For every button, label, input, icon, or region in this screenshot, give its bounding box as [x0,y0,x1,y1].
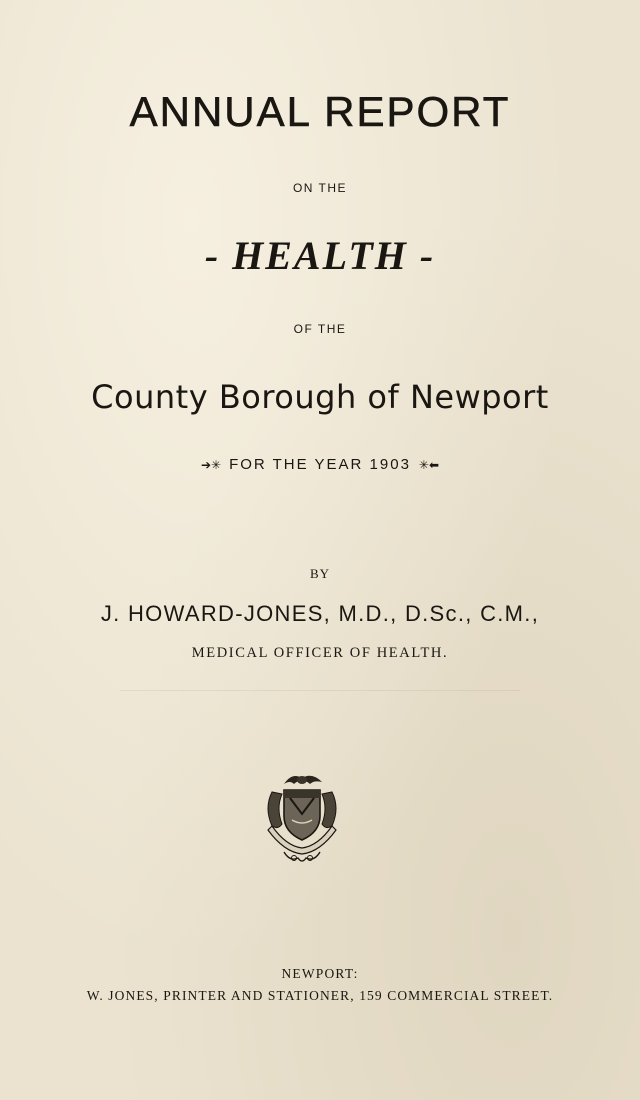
publication-place: NEWPORT: [281,966,359,981]
on-the-label: ON THE [292,181,348,195]
author-role: MEDICAL OFFICER OF HEALTH. [191,645,449,661]
borough-crest-icon [254,768,350,864]
of-the-label: OF THE [293,322,347,336]
printer-line: W. JONES, PRINTER AND STATIONER, 159 COMMERCIAL STREET. [86,988,554,1003]
year-line [0,456,640,473]
ornament-right-icon: ✳⬅ [418,458,440,472]
author-name: J. HOWARD-JONES, M.D., D.Sc., C.M., [100,601,540,626]
report-title: ANNUAL REPORT [129,88,511,135]
county-borough-heading: County Borough of Newport [91,378,549,416]
ornament-left-icon: ➔✳ [200,458,222,472]
health-heading: - HEALTH - [204,233,436,278]
by-label: BY [309,566,331,581]
year-line-text: FOR THE YEAR 1903 [229,456,411,473]
faint-divider [120,690,520,691]
